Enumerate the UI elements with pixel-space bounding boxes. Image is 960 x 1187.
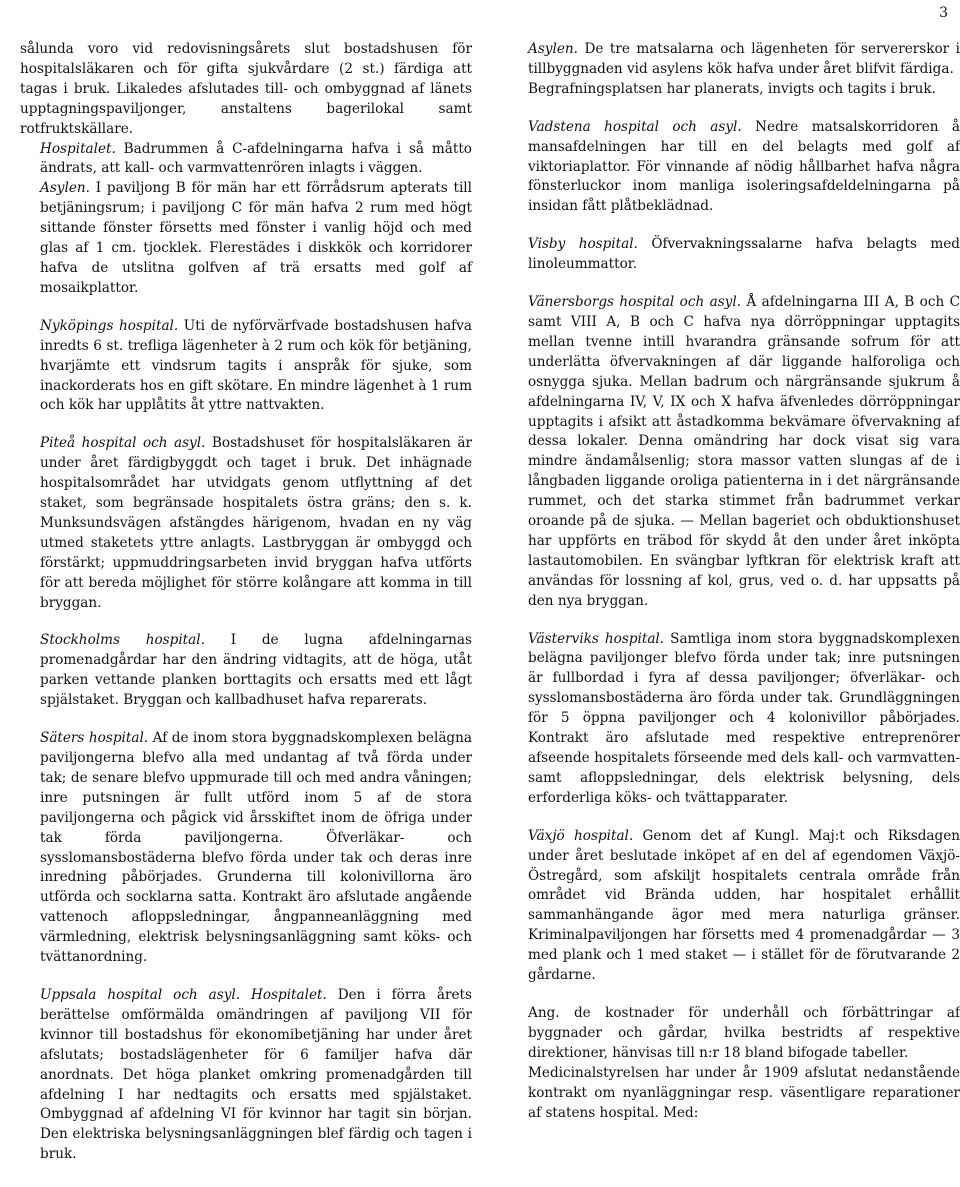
paragraph-text: I paviljong B för män har ett förrådsrum apterats till betjäningsrum; i paviljong C för män hafva 2 rum med högt sittande fönster försetts med fönster i vanlig höjd och med glas af 1 cm. tjocklek. Flerestädes i diskkök och korridorer hafva de utslitna golfven af trä ersatts med golf af mosaikplattor. — [40, 180, 473, 296]
paragraph-text: Bostadshuset för hospitalsläkaren är under året färdigbyggdt och taget i bruk. Det inhägnade hospitalsområdet har utvidgats genom utflyttning af det staket, som begränsade hospitalets östra gräns; den s. k. Munksundsvägen afstängdes härigenom, hvadan en ny väg utmed staketets yttre anlagts. Lastbryggan är ombyggd och förstärkt; uppmuddringsarbeten invid bryggan hafva utförts för att bereda möjlighet för större kolångare att komma in till bryggan. — [40, 435, 472, 611]
paragraph-asylen — [20, 179, 472, 298]
paragraph-heading: Säters hospital. — [40, 730, 149, 747]
paragraph-vaxjo — [508, 827, 960, 986]
right-column — [508, 40, 960, 1123]
paragraph-heading: Asylen. — [40, 180, 90, 197]
left-column — [20, 40, 472, 1165]
paragraph-text: Genom det af Kungl. Maj:t och Riksdagen under året beslutade inköpet af en del af egendomen Växjö-Östregård, som afskiljt hospitalets centrala område från området vid Brända udden, har hospitalet erhållit sammanhängande ägor med mera naturliga gränser. Kriminalpaviljongen har försetts med 4 promenadgårdar — 3 med plank och 1 med staket — i stället för de förutvarande 2 gårdarne. — [528, 827, 960, 984]
paragraph-vasterviks — [508, 630, 960, 809]
paragraph-heading: Hospitalet. — [40, 140, 116, 157]
paragraph-heading: Stockholms hospital. — [40, 632, 205, 649]
paragraph-stockholms — [20, 631, 472, 711]
paragraph-begrafningsplatsen — [508, 80, 960, 100]
paragraph-text: Medicinalstyrelsen har under år 1909 afslutat nedanstående kontrakt om nyanläggningar resp. väsentligare reparationer af statens hospital. Med: — [528, 1064, 960, 1121]
page-number: 3 — [939, 5, 948, 21]
paragraph-nykopings — [20, 317, 472, 417]
paragraph-heading: Piteå hospital och asyl. — [40, 435, 206, 452]
paragraph-text: I de lugna afdelningarnas promenadgårdar har den ändring vidtagits, att de höga, utåt parken vettande planken borttagits och ersatts med ett lågt spjälstaket. Bryggan och kallbadhuset hafva reparerats. — [40, 632, 472, 709]
paragraph-text: Den i förra årets berättelse omförmälda omändringen af paviljong VII för kvinnor till bostadshus för ekonomibetjäning har under året afslutats; bostadslägenheter för 6 familjer hafva där anordnats. Det höga planket omkring promenadgården till afdelning I har nedtagits och ersatts med spjälstaket. Ombyggnad af afdelning VI för kvinnor har tagit sin början. Den elektriska belysningsanläggningen blef färdig och tagen i bruk. — [40, 986, 472, 1163]
paragraph-text: Uti de nyförvärfvade bostadshusen hafva inredts 6 st. trefliga lägenheter à 2 rum och kök för betjäning, hvarjämte ett vindsrum tagits i anspråk för sjuke, som inackorderats hos en gift skötare. En mindre lägenhet à 1 rum och kök har upplåtits åt yttre nattvakten. — [40, 317, 472, 414]
paragraph-heading: Nyköpings hospital. — [40, 317, 179, 334]
paragraph-kostnader — [508, 1004, 960, 1064]
paragraph-heading: Västerviks hospital. — [528, 630, 665, 647]
paragraph-heading: Vänersborgs hospital och asyl. — [528, 294, 742, 311]
paragraph-text: De tre matsalarna och lägenheten för servererskor i tillbyggnaden vid asylens kök hafva under året blifvit färdiga. — [528, 41, 960, 77]
paragraph-hospitalet — [20, 140, 472, 180]
paragraph-heading: Visby hospital. — [528, 236, 638, 253]
paragraph-text: Af de inom stora byggnadskomplexen belägna paviljongerna blefvo alla med undantag af två förda under tak; de senare blefvo uppmurade till och med andra våningen; inre putsningen är fullt utförd inom 5 af de stora paviljongerna och pågick vid årsskiftet inom de öfriga under tak förda paviljongerna. Öfverläkar- och sysslomansbostäderna blefvo förda under tak och deras inre inredning påbörjades. Grunderna till kolonivillorna äro utförda och socklarna satta. Kontrakt äro afslutade angående vattenoch afloppsledningar, ångpanneanläggning med värmledning, elektrisk belysningsanläggning samt köks- och tvättanordning. — [40, 730, 472, 966]
paragraph-vadstena — [508, 118, 960, 218]
paragraph-text: Begrafningsplatsen har planerats, invigts och tagits i bruk. — [528, 80, 936, 97]
paragraph-heading: Uppsala hospital och asyl. Hospitalet. — [40, 986, 327, 1003]
paragraph-intro — [20, 40, 472, 140]
paragraph-heading: Växjö hospital. — [528, 827, 634, 844]
paragraph-heading: Asylen. — [528, 41, 578, 57]
paragraph-text: Nedre matsalskorridoren å mansafdelningen har till en del belagts med golf af viktoriaplattor. För vinnande af nödig hållbarhet hafva några fönsterluckor inom manliga isoleringsafdeldelningarna på insidan fått plåtbeklädnad. — [528, 118, 960, 215]
paragraph-text: Öfvervakningssalarne hafva belagts med linoleummattor. — [528, 236, 960, 273]
paragraph-asylen-uppsala — [508, 40, 960, 80]
paragraph-visby — [508, 235, 960, 275]
paragraph-vanersborgs — [508, 293, 960, 612]
paragraph-text: sålunda voro vid redovisningsårets slut bostadshusen för hospitalsläkaren och för gifta sjukvårdare (2 st.) färdiga att tagas i bruk. Likaledes afslutades till- och ombyggnad af länets upptagningspaviljonger, anstaltens bagerilokal samt rotfruktskällare. — [20, 41, 472, 137]
paragraph-text: Samtliga inom stora byggnadskomplexen belägna paviljonger blefvo förda under tak; inre putsningen är fullbordad i fyra af dessa paviljonger; öfverläkar- och sysslomansbostäderna äro förda under tak. Grundläggningen för 5 öppna paviljonger och 4 kolonivillor påbörjades. Kontrakt äro afslutade med respektive entreprenörer afseende hospitalets förseende med dels kall- och varmvatten- samt afloppsledningar, dels elektrisk belysning, dels erforderliga köks- och tvättapparater. — [528, 630, 960, 806]
paragraph-text: Badrummen å C-afdelningarna hafva i så måtto ändrats, att kall- och varmvattenrören inlagts i väggen. — [40, 140, 472, 177]
paragraph-text: Å afdelningarna III A, B och C samt VIII A, B och C hafva nya dörröppningar upptagits mellan tvenne intill hvarandra gränsande sofrum för att underlätta öfvervakningen af där liggande halforoliga och osnygga sjuka. Mellan badrum och närgränsande sjukrum å afdelningarna IV, V, IX och X hafva äfvenledes dörröppningar upptagits i afsikt att åstadkomma bekvämare öfvervakning af dessa lokaler. Denna omändring har dock visat sig vara mindre ändamålsenlig; stora massor vatten slungas af de i långbaden liggande oroliga patienterna in i det närgränsande rummet, och det starka stimmet från badrummet verkar oroande på de sjuka. — Mellan bageriet och obduktionshuset har uppförts en träbod för skydd åt den under året inköpta lastautomobilen. En svängbar lyftkran för elektrisk kraft att användas för lossning af kol, grus, ved o. d. har uppsatts på den nya bryggan. — [528, 294, 960, 609]
paragraph-pitea — [20, 434, 472, 613]
paragraph-heading: Vadstena hospital och asyl. — [528, 118, 742, 135]
paragraph-saters — [20, 729, 472, 968]
paragraph-medicinalstyrelsen — [508, 1064, 960, 1124]
paragraph-uppsala — [20, 986, 472, 1165]
paragraph-text: Ang. de kostnader för underhåll och förbättringar af byggnader och gårdar, hvilka bestridts af respektive direktioner, hänvisas till n:r 18 bland bifogade tabeller. — [528, 1004, 960, 1061]
